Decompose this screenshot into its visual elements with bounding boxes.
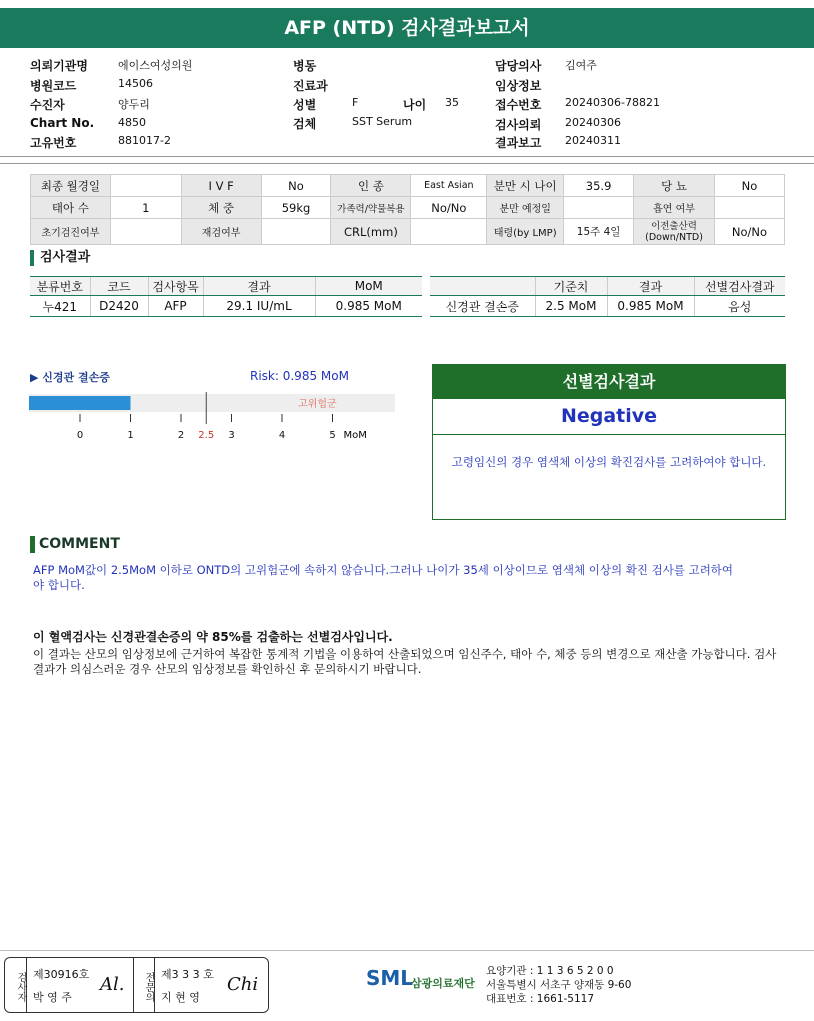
info-label: 분만 시 나이	[487, 175, 564, 197]
risk-value: Risk: 0.985 MoM	[250, 369, 349, 383]
value-receipt-no: 20240306-78821	[565, 96, 660, 109]
axis-unit: MoM	[343, 430, 367, 441]
screening-result-box	[432, 364, 786, 520]
info-value: No/No	[715, 219, 785, 245]
results-table-left	[30, 276, 422, 317]
table-row	[30, 296, 422, 317]
header-left	[30, 57, 810, 157]
info-row	[31, 219, 785, 245]
value-age: 35	[445, 96, 459, 109]
value-unique-no: 881017-2	[118, 134, 171, 147]
org-name: 삼광의료재단	[411, 977, 475, 990]
label-ward: 병동	[293, 59, 317, 73]
org-line: 요양기관 : 1 1 3 6 5 2 0 0	[486, 965, 614, 977]
axis-tick-label: 2.5	[198, 430, 215, 441]
info-value: 59kg	[261, 197, 331, 219]
value-hospital-code: 14506	[118, 77, 153, 90]
info-label: CRL(mm)	[331, 219, 411, 245]
info-value: No	[715, 175, 785, 197]
value-request-date: 20240306	[565, 116, 621, 129]
table-row	[430, 296, 785, 317]
divider	[0, 156, 814, 157]
value-patient: 양두리	[118, 98, 150, 111]
risk-bar-chart	[28, 388, 398, 448]
info-row	[31, 175, 785, 197]
value-clinic: 에이스여성의원	[118, 59, 193, 72]
org-info	[486, 964, 631, 1006]
confirm-signature: Chi	[227, 974, 259, 995]
examiner-label: 검사자	[5, 958, 27, 1012]
value-doctor: 김여주	[565, 59, 597, 72]
info-label: 당 뇨	[634, 175, 715, 197]
value-report-date: 20240311	[565, 134, 621, 147]
info-label: 태령(by LMP)	[487, 219, 564, 245]
label-unique-no: 고유번호	[30, 136, 77, 150]
divider	[0, 163, 814, 164]
clinical-info-table	[30, 174, 785, 245]
screening-note: 고령임신의 경우 염색체 이상의 확진검사를 고려하여야 합니다.	[451, 455, 767, 469]
high-risk-label: 고위험군	[298, 399, 337, 410]
cell: 29.1 IU/mL	[203, 296, 315, 317]
screening-result: Negative	[433, 399, 785, 435]
value-sex: F	[352, 96, 359, 109]
info-value	[110, 175, 181, 197]
info-label: 최종 월경일	[31, 175, 111, 197]
info-value: 35.9	[564, 175, 634, 197]
info-row	[31, 197, 785, 219]
col-header: 선별검사결과	[694, 277, 785, 296]
axis-tick-label: 1	[127, 430, 134, 441]
confirm-label: 전문의	[133, 958, 155, 1012]
axis-tick-label: 4	[278, 430, 286, 441]
value-specimen: SST Serum	[352, 115, 413, 128]
sml-logo: SML	[366, 966, 414, 990]
risk-label: ▶ 신경관 결손증	[30, 371, 110, 384]
cell: 0.985 MoM	[315, 296, 422, 317]
info-value	[110, 219, 181, 245]
report-title: AFP (NTD) 검사결과보고서	[0, 8, 814, 48]
info-value: No	[261, 175, 331, 197]
info-label: 재검여부	[181, 219, 261, 245]
label-receipt-no: 접수번호	[495, 98, 542, 112]
col-header: 결과	[607, 277, 694, 296]
info-value: East Asian	[411, 175, 487, 197]
info-value: No/No	[411, 197, 487, 219]
info-label: 인 종	[331, 175, 411, 197]
col-header: 분류번호	[30, 277, 90, 296]
info-value	[261, 219, 331, 245]
info-value	[715, 197, 785, 219]
label-report-date: 결과보고	[495, 136, 542, 150]
confirm-no: 제3 3 3 호	[161, 968, 214, 981]
value-chart-no: 4850	[118, 116, 146, 129]
info-label: 태아 수	[31, 197, 111, 219]
comment-bold: 이 혈액검사는 신경관결손증의 약 85%를 검출하는 선별검사입니다.	[33, 630, 393, 644]
examiner-no: 제30916호	[33, 968, 90, 981]
examiner-name: 박 영 주	[33, 991, 72, 1004]
info-label: 가족력/약물복용	[331, 197, 411, 219]
info-label: 흡연 여부	[634, 197, 715, 219]
info-value	[411, 219, 487, 245]
examiner-signature: Al.	[100, 974, 125, 995]
info-value	[564, 197, 634, 219]
axis-tick-label: 3	[228, 430, 235, 441]
axis-tick-label: 2	[177, 430, 185, 441]
cell: 0.985 MoM	[607, 296, 694, 317]
col-header: MoM	[315, 277, 422, 296]
label-clinic: 의뢰기관명	[30, 59, 88, 73]
cell: 2.5 MoM	[535, 296, 607, 317]
cell: 음성	[694, 296, 785, 317]
comment-title: COMMENT	[30, 536, 120, 553]
results-section-title: 검사결과	[30, 250, 90, 266]
label-chart-no: Chart No.	[30, 116, 95, 130]
label-dept: 진료과	[293, 79, 328, 93]
col-header: 결과	[203, 277, 315, 296]
info-label: I V F	[181, 175, 261, 197]
info-label: 분만 예정일	[487, 197, 564, 219]
comment-body: 이 결과는 산모의 임상정보에 근거하여 복잡한 통계적 기법을 이용하여 산출되었으며 임신주수, 태아 수, 체중 등의 변경으로 재산출 가능합니다. 검사 결과가 의심스러운 경우 산모의 임상정보를 확인하신 후 문의하시기 바랍니다.	[33, 647, 777, 676]
org-line: 대표번호 : 1661-5117	[486, 993, 595, 1005]
label-request-date: 검사의뢰	[495, 118, 542, 132]
info-value: 15주 4일	[564, 219, 634, 245]
comment-text: AFP MoM값이 2.5MoM 이하로 ONTD의 고위험군에 속하지 않습니다.그러나 나이가 35세 이상이므로 염색체 이상의 확진 검사를 고려하여야 합니다.	[33, 563, 734, 592]
confirm-name: 지 현 영	[161, 991, 200, 1004]
label-doctor: 담당의사	[495, 59, 542, 73]
cell: AFP	[148, 296, 203, 317]
screening-title: 선별검사결과	[433, 365, 785, 399]
col-header: 검사항목	[148, 277, 203, 296]
results-table-right	[430, 276, 785, 317]
label-hospital-code: 병원코드	[30, 79, 77, 93]
info-label: 초기검진여부	[31, 219, 111, 245]
risk-bar-fill	[29, 396, 131, 410]
axis-tick-label: 0	[76, 430, 84, 441]
footer-divider	[0, 950, 814, 951]
label-specimen: 검체	[293, 117, 317, 131]
signature-box	[4, 957, 269, 1013]
axis-tick-label: 5	[329, 430, 336, 441]
col-header	[430, 277, 535, 296]
org-line: 서울특별시 서초구 양재동 9-60	[486, 979, 632, 991]
cell: 누421	[30, 296, 90, 317]
label-age: 나이	[403, 98, 427, 112]
risk-axis	[77, 414, 367, 441]
info-label: 체 중	[181, 197, 261, 219]
label-clinical-info: 임상정보	[495, 79, 542, 93]
col-header: 코드	[90, 277, 148, 296]
label-patient: 수진자	[30, 98, 65, 112]
info-value: 1	[110, 197, 181, 219]
cell: 신경관 결손증	[430, 296, 535, 317]
info-label: 이전출산력 (Down/NTD)	[634, 219, 715, 245]
label-sex: 성별	[293, 98, 317, 112]
cell: D2420	[90, 296, 148, 317]
col-header: 기준치	[535, 277, 607, 296]
